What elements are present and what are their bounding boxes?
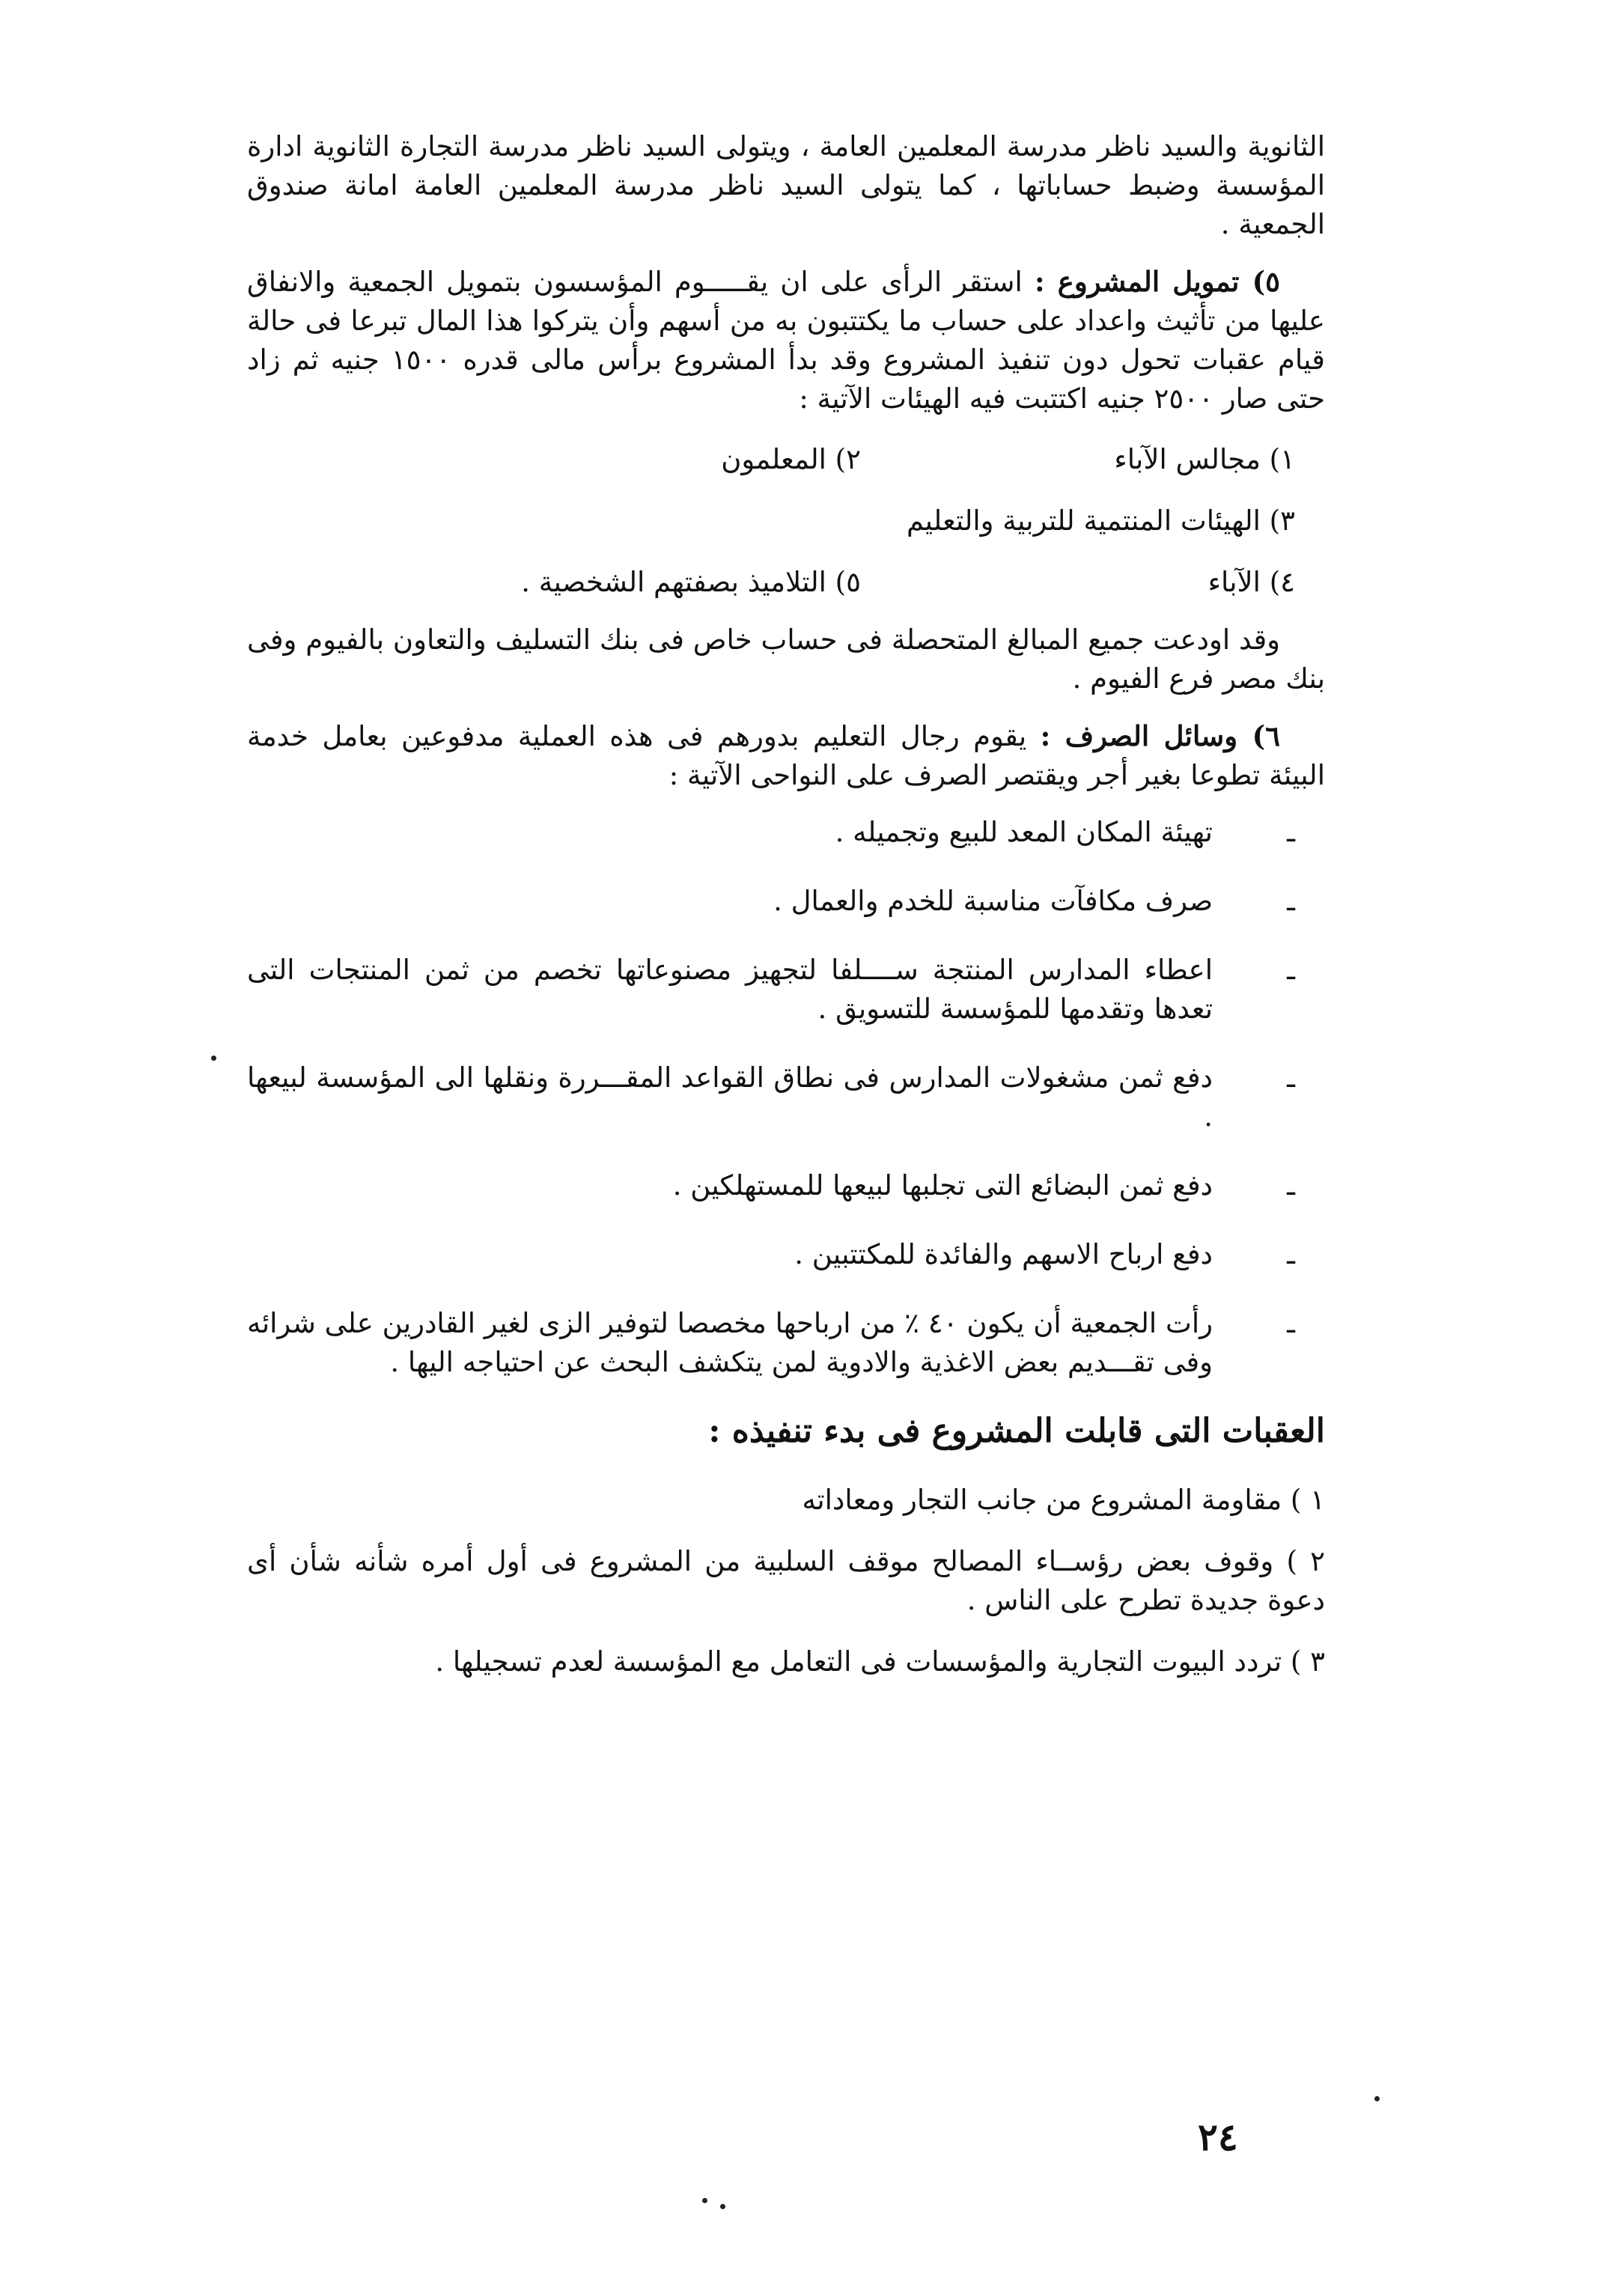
spending-text: يقوم رجال التعليم بدورهم فى هذه العملية مدفوعين بعامل خدمة البيئة تطوعا بغير أجر ويقتصر الصرف على النواحى الآتية : [247,720,1325,791]
list-item-text: اعطاء المدارس المنتجة ســــلفا لتجهيز مصنوعاتها تخصم من ثمن المنتجات التى تعدها وتقدمها للمؤسسة للتسويق . [247,954,1213,1025]
funding-text: استقر الرأى على ان يقـــــوم المؤسسون بتمويل الجمعية والانفاق عليها من تأثيث واعداد على حساب ما يكتتبون به من أسهم وأن يتركوا هذا المال تبرعا فى حالة قيام عقبات تحول دون تنفيذ المشروع وقد بدأ المشروع برأس مالى قدره ١٥٠٠ جنيه ثم زاد حتى صار ٢٥٠٠ جنيه اكتتبت فيه الهيئات الآتية : [247,266,1325,415]
list-item [247,1304,1325,1382]
list-item [247,1235,1325,1274]
scan-speck [1374,2096,1380,2101]
spending-paragraph [247,716,1325,795]
spending-list [247,813,1325,1382]
scan-speck [702,2198,707,2203]
funding-paragraph [247,262,1325,418]
dash-marker: ـ [1287,816,1295,848]
dash-marker: ـ [1287,954,1295,986]
list-item-text: رأت الجمعية أن يكون ٤٠ ٪ من ارباحها مخصصا لتوفير الزى لغير القادرين على شرائه وفى تقـــديم بعض الاغذية والادوية لمن يتكشف البحث عن احتياجه اليها . [247,1307,1213,1378]
dash-marker: ـ [1287,1238,1295,1270]
obstacle-item: ٣ ) تردد البيوت التجارية والمؤسسات فى التعامل مع المؤسسة لعدم تسجيلها . [435,1645,1325,1678]
dash-marker: ـ [1287,1062,1295,1094]
bodies-item-3: ٣) الهيئات المنتمية للتربية والتعليم [907,505,1295,537]
bodies-row-1 [247,436,1325,483]
dash-marker: ـ [1287,885,1295,917]
obstacle-item: ٢ ) وقوف بعض رؤســاء المصالح موقف السلبية من المشروع فى أول أمره شأنه شأن أى دعوة جديدة تطرح على الناس . [247,1545,1325,1616]
list-item-text: دفع ارباح الاسهم والفائدة للمكتتبين . [794,1238,1213,1270]
dash-marker: ـ [1287,1307,1295,1339]
dash-marker: ـ [1287,1169,1295,1202]
list-item [247,813,1325,852]
list-item-text: دفع ثمن مشغولات المدارس فى نطاق القواعد المقـــررة ونقلها الى المؤسسة لبيعها . [247,1062,1213,1133]
list-item [247,882,1325,921]
bodies-item-5: ٥) التلاميذ بصفتهم الشخصية . [521,566,861,598]
intro-paragraph: الثانوية والسيد ناظر مدرسة المعلمين العامة ، ويتولى السيد ناظر مدرسة التجارة الثانوية ادارة المؤسسة وضبط حساباتها ، كما يتولى السيد ناظر مدرسة المعلمين العامة امانة صندوق الجمعية . [247,130,1325,240]
bodies-item-2: ٢) المعلمون [721,443,861,475]
list-item [247,951,1325,1029]
scan-speck [211,1056,216,1061]
list-item [247,1059,1325,1136]
bodies-row-2 [247,498,1325,544]
deposit-paragraph: وقد اودعت جميع المبالغ المتحصلة فى حساب خاص فى بنك التسليف والتعاون بالفيوم وفى بنك مصر فرع الفيوم . [247,624,1325,695]
bodies-item-4: ٤) الآباء [1207,566,1295,598]
obstacles-heading: العقبات التى قابلت المشروع فى بدء تنفيذه : [708,1412,1325,1450]
bodies-row-3 [247,559,1325,606]
list-item-text: صرف مكافآت مناسبة للخدم والعمال . [773,885,1213,917]
bodies-item-1: ١) مجالس الآباء [1114,443,1295,475]
funding-title: ٥) تمويل المشروع : [1034,265,1281,298]
list-item-text: دفع ثمن البضائع التى تجلبها لبيعها للمستهلكين . [672,1169,1213,1202]
obstacle-item: ١ ) مقاومة المشروع من جانب التجار ومعاداته [802,1484,1325,1516]
document-page [247,127,1325,2253]
spending-title: ٦) وسائل الصرف : [1040,719,1280,752]
scan-speck [720,2204,725,2209]
list-item [247,1166,1325,1205]
page-number: ٢٤ [1198,2115,1238,2159]
list-item-text: تهيئة المكان المعد للبيع وتجميله . [835,816,1213,848]
